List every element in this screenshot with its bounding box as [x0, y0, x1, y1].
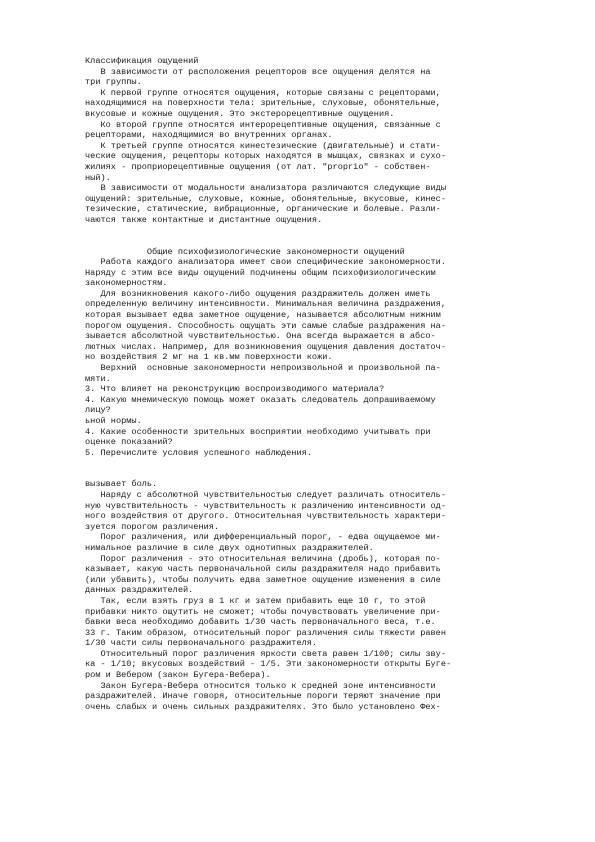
text-line: 5. Перечислите условия успешного наблюдения. — [85, 447, 312, 458]
text-line: нимальное различие в силе двух однотипных раздражителей. — [85, 542, 374, 553]
text-line: оценке показаний? — [85, 437, 173, 448]
text-line: порогом ощущения. Способность ощущать эти самые слабые раздражения на- — [85, 320, 446, 331]
text-line: Верхний основные закономерности непроизвольной и произвольной па- — [85, 363, 441, 374]
text-line: Порог различения, или дифференциальный порог, - едва ощущаемое ми- — [85, 532, 441, 543]
text-line: В зависимости от расположения рецепторов все ощущения делятся на — [85, 66, 431, 77]
text-line: находящимися на поверхности тела: зрительные, слуховые, обонятельные, — [85, 98, 441, 109]
text-line: 1/30 части силы первоначального раздражителя. — [85, 638, 318, 649]
text-line: 3. Что влияет на реконструкцию воспроизводимого материала? — [85, 384, 385, 395]
text-line: вызывает боль. — [85, 479, 158, 490]
spacer — [85, 458, 517, 479]
text-line: раздражителей. Иначе говоря, относительные пороги теряют значение при — [85, 691, 441, 702]
text-line: лютных числах. Например, для возникновения ощущения давления достаточ- — [85, 341, 446, 352]
text-line: прибавки никто ощутить не сможет; чтобы почувствовать увеличение при- — [85, 606, 441, 617]
text-line: Закон Бугера-Вебера относится только к средней зоне интенсивности — [85, 680, 436, 691]
spacer — [85, 226, 517, 247]
text-line: Относительный порог различения яркости света равен 1/100; силы зву- — [85, 648, 446, 659]
text-line: ром и Вебером (закон Бугера-Вебера). — [85, 670, 271, 681]
document-text — [85, 56, 517, 712]
text-line: ного воздействия от другого. Относительная чувствительность характери- — [85, 511, 446, 522]
text-line: три группы. — [85, 77, 142, 88]
section-relative-sensitivity — [85, 479, 517, 712]
text-line: которая вызывает едва заметное ощущение, называется абсолютным нижним — [85, 310, 441, 321]
text-line: ную чувствительность - чувствительность к различению интенсивности од- — [85, 500, 446, 511]
text-line: 33 г. Таким образом, относительный порог различения силы тяжести равен — [85, 627, 446, 638]
text-line: Для возникновения какого-либо ощущения раздражитель должен иметь — [85, 288, 431, 299]
text-line: мяти. — [85, 373, 111, 384]
text-line: определенную величину интенсивности. Минимальная величина раздражения, — [85, 299, 446, 310]
text-line: Классификация ощущений — [85, 56, 199, 66]
text-line: К третьей группе относятся кинестезические (двигательные) и стати- — [85, 140, 441, 151]
text-line: Наряду с этим все виды ощущений подчинены общим психофизиологическим — [85, 267, 436, 278]
text-line: Наряду с абсолютной чувствительностью следует различать относитель- — [85, 489, 446, 500]
text-line: В зависимости от модальности анализатора различаются следующие виды — [85, 183, 446, 194]
text-line: К первой группе относятся ощущения, которые связаны с рецепторами, — [85, 87, 441, 98]
text-line: ьной нормы. — [85, 416, 142, 426]
text-line: ный). — [85, 172, 111, 183]
text-line: ощущений: зрительные, слуховые, кожные, обонятельные, вкусовые, кинес- — [85, 193, 446, 204]
text-line: Общие психофизиологические закономерности ощущений — [85, 246, 405, 257]
text-line: казывает, какую часть первоначальной силы раздражителя надо прибавить — [85, 564, 441, 575]
text-line: закономерностям. — [85, 278, 168, 289]
text-line: данных раздражителей. — [85, 585, 194, 596]
section-general-laws — [85, 247, 517, 459]
text-line: 4. Какую мнемическую помощь может оказать следователь допрашиваемому — [85, 394, 436, 405]
text-line: зуется порогом различения. — [85, 521, 220, 532]
text-line: Порог различения - это относительная величина (дробь), которая по- — [85, 553, 441, 564]
text-line: тезические, статические, вибрационные, органические и болевые. Разли- — [85, 204, 441, 215]
text-line: но воздействия 2 мг на 1 кв.мм поверхности кожи. — [85, 352, 333, 363]
text-line: Так, если взять груз в 1 кг и затем прибавить еще 10 г, то этой — [85, 595, 426, 606]
text-line: лицу? — [85, 405, 111, 416]
text-line: 4. Какие особенности зрительных восприятии необходимо учитывать при — [85, 426, 431, 437]
text-line: ческие ощущения, рецепторы которых находятся в мышцах, связках и сухо- — [85, 151, 446, 162]
text-line: ка - 1/10; вкусовых воздействий - 1/5. Эти закономерности открыты Бугe- — [85, 659, 452, 670]
text-line: жилиях - проприорецептивные ощущения (от лат. "proprio" - собствен- — [85, 161, 431, 172]
text-line: чаются также контактные и дистантные ощущения. — [85, 214, 323, 225]
section-classification — [85, 56, 517, 226]
text-line: Работа каждого анализатора имеет свои специфические закономерности. — [85, 257, 446, 268]
text-line: зывается абсолютной чувствительностью. Она всегда выражается в абсо- — [85, 331, 436, 342]
text-line: (или убавить), чтобы получить едва заметное ощущение изменения в силе — [85, 574, 441, 585]
text-line: Ко второй группе относятся интерорецептивные ощущения, связанные с — [85, 119, 441, 130]
text-line: бавки веса необходимо добавить 1/30 часть первоначального веса, т.е. — [85, 617, 436, 628]
text-line: вкусовые и кожные ощущения. Это экстерорецептивные ощущения. — [85, 108, 395, 119]
text-line: очень слабых и очень сильных раздражителях. Это было установлено Фех- — [85, 701, 441, 712]
text-line: рецепторами, находящимися во внутренних органах. — [85, 130, 333, 141]
